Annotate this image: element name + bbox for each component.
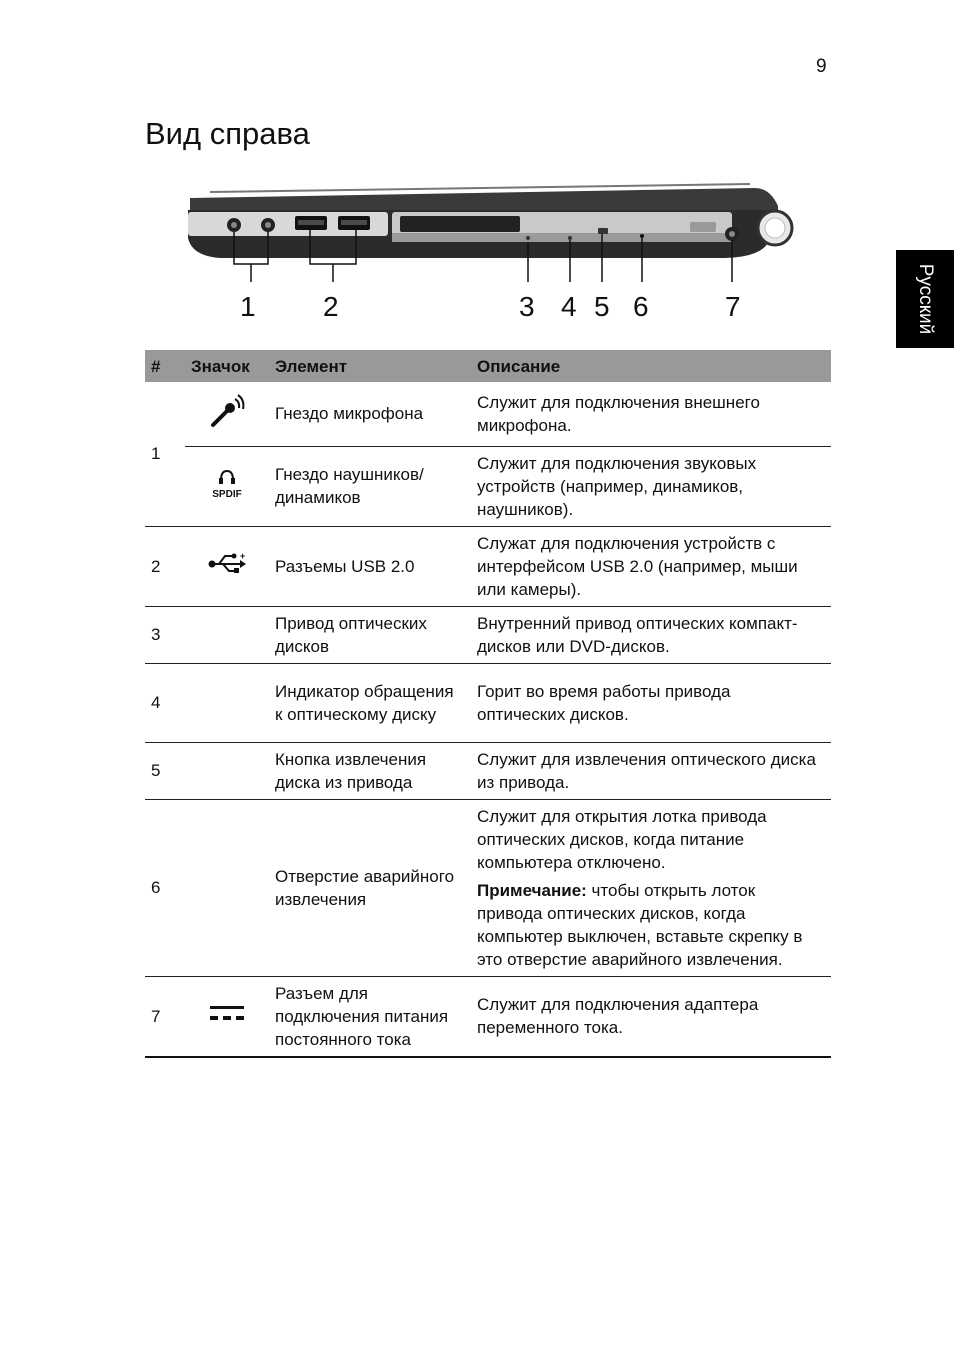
description-cell: Служит для подключения адаптера переменного тока. [471,976,831,1057]
row-num: 7 [145,976,185,1057]
icon-cell [185,742,269,799]
callout-1: 1 [240,291,256,322]
components-table [145,350,831,1058]
element-cell: Привод оптических дисков [269,606,471,663]
description-cell: Внутренний привод оптических компакт-дисков или DVD-дисков. [471,606,831,663]
language-tab-label: Русский [915,263,936,335]
icon-cell [185,976,269,1057]
callout-6: 6 [633,291,649,322]
callout-2: 2 [323,291,339,322]
header-num: # [145,350,185,382]
table-row [145,446,831,526]
element-cell: Гнездо микрофона [269,382,471,446]
description-cell [471,799,831,976]
drive-indicator [526,236,530,240]
description-cell: Горит во время работы привода оптических дисков. [471,663,831,742]
note-label: Примечание: [477,880,587,900]
element-cell: Индикатор обращения к оптическому диску [269,663,471,742]
spdif-label: SPDIF [212,489,242,500]
header-element: Элемент [269,350,471,382]
table-row [145,742,831,799]
drive-logos [400,216,520,232]
description-cell: Служит для извлечения оптического диска из привода. [471,742,831,799]
svg-text:+: + [240,551,246,561]
description-cell: Служит для подключения звуковых устройств (например, динамиков, наушников). [471,446,831,526]
table-row [145,382,831,446]
usb-icon [207,551,247,581]
element-cell: Отверстие аварийного извлечения [269,799,471,976]
icon-cell [185,382,269,446]
callout-5: 5 [594,291,610,322]
element-cell: Кнопка извлечения диска из привода [269,742,471,799]
icon-cell [185,799,269,976]
row-num: 6 [145,799,185,976]
eject-button [598,228,608,234]
icon-cell [185,446,269,526]
element-cell: Разъемы USB 2.0 [269,526,471,606]
callout-3: 3 [519,291,535,322]
table-row [145,663,831,742]
callout-7: 7 [725,291,741,322]
icon-cell [185,606,269,663]
table-row [145,606,831,663]
emergency-eject-hole [640,234,644,238]
description-cell: Служат для подключения устройств с интерфейсом USB 2.0 (например, мыши или камеры). [471,526,831,606]
dc-power-icon [207,1001,247,1031]
laptop-side-svg [180,178,820,328]
row-num: 5 [145,742,185,799]
element-cell: Разъем для подключения питания постоянного тока [269,976,471,1057]
table-row [145,526,831,606]
description-text: Служит для открытия лотка привода оптических дисков, когда питание компьютера отключено. [477,806,767,872]
callout-4: 4 [561,291,577,322]
row-num: 2 [145,526,185,606]
table-row [145,976,831,1057]
headphones-spdif-icon [207,466,247,506]
description-cell: Служит для подключения внешнего микрофона. [471,382,831,446]
header-description: Описание [471,350,831,382]
icon-cell [185,663,269,742]
laptop-right-side-illustration [180,178,820,328]
page-number: 9 [816,56,827,77]
note [477,879,823,971]
microphone-icon [209,394,245,434]
row-num: 1 [145,382,185,526]
row-num: 3 [145,606,185,663]
row-num: 4 [145,663,185,742]
header-icon: Значок [185,350,269,382]
table-row [145,799,831,976]
language-tab [896,250,954,348]
page-title: Вид справа [145,116,310,151]
table-header-row [145,350,831,382]
note-text: чтобы открыть лоток привода оптических дисков, когда компьютер выключен, вставьте скрепку в это отверстие аварийного извлечения. [477,880,803,969]
element-cell: Гнездо наушников/ динамиков [269,446,471,526]
icon-cell [185,526,269,606]
